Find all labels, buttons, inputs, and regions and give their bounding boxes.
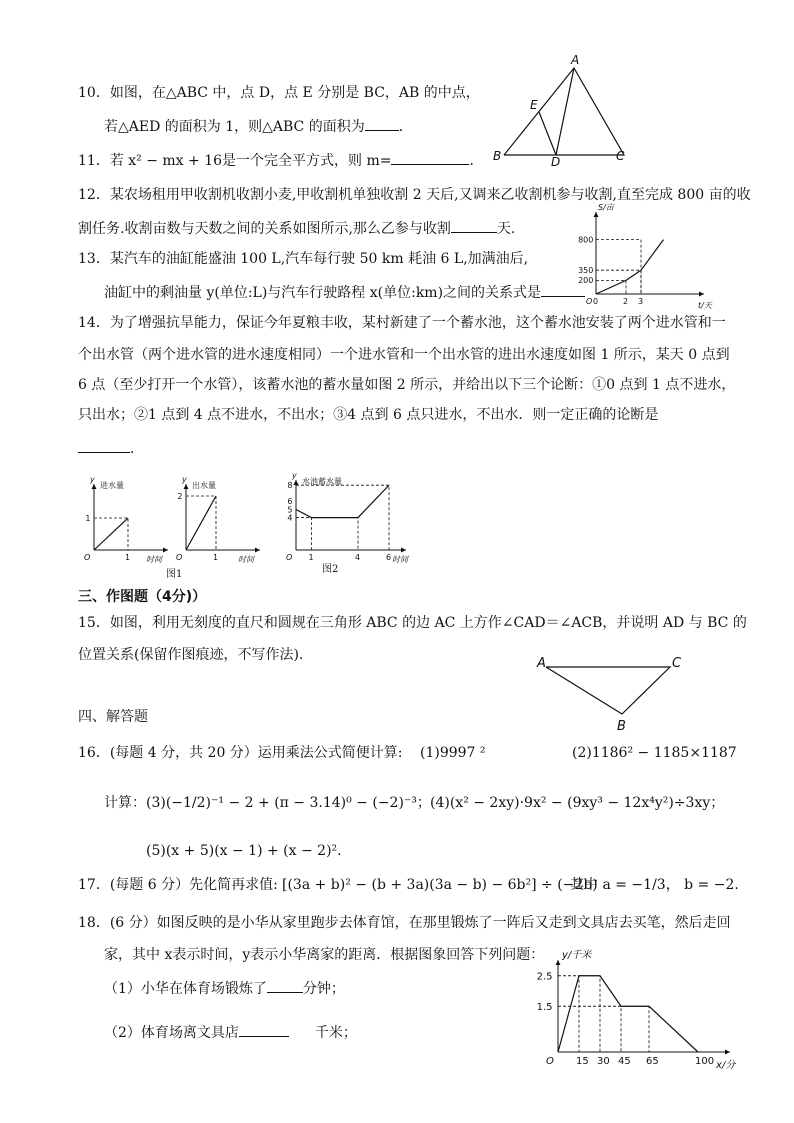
q14-answer-blank[interactable]: [78, 438, 130, 453]
y-tick-label: 2: [177, 491, 183, 501]
y-tick-label: 8: [287, 481, 293, 490]
q14-line5: [78, 438, 144, 458]
q18-chart: [536, 950, 738, 1071]
y-axis-label: y/千米: [562, 950, 592, 961]
q10-text: 若△AED 的面积为 1，则△ABC 的面积为: [104, 119, 365, 135]
x-tick-label: 15: [576, 1056, 589, 1067]
label-D: D: [551, 155, 561, 169]
x-axis-label: t/天: [698, 301, 712, 310]
q13-answer-blank[interactable]: [541, 282, 585, 297]
q14-end: ．: [130, 441, 144, 457]
q18-sub2-answer-blank[interactable]: [239, 1022, 289, 1037]
guide-line: [558, 1006, 621, 1052]
q14-fig1-inflow-chart: [78, 474, 173, 574]
x-tick-label: 45: [618, 1056, 631, 1067]
q11-end: ．: [469, 153, 484, 169]
x-axis-label: 时间: [238, 555, 254, 564]
x-tick-label: 1: [213, 553, 219, 562]
q14-fig1-outflow-chart: [170, 474, 265, 574]
q11-line: [78, 150, 483, 170]
label-C: C: [616, 149, 625, 163]
guide-line: [296, 518, 358, 550]
q12-end: 天.: [496, 221, 516, 237]
y-axis-arrow: [92, 484, 97, 489]
guide-line: [296, 518, 312, 550]
x-axis-label: x/分: [716, 1060, 736, 1071]
q12-text: 割任务.收割亩数与天数之间的关系如图所示,那么乙参与收割: [78, 221, 451, 237]
y-tick-label: 200: [578, 276, 594, 286]
q18-sub2: [104, 1022, 357, 1042]
q16-part5: (5)(x + 5)(x − 1) + (x − 2)².: [146, 843, 342, 859]
y-axis-label: y: [292, 471, 297, 480]
guide-line: [558, 1006, 649, 1052]
x-axis-arrow: [163, 548, 168, 553]
x-tick-label: 65: [646, 1056, 659, 1067]
y-tick-label: 4: [287, 513, 293, 523]
q10-line1: 10．如图，在△ABC 中，点 D，点 E 分别是 BC，AB 的中点，: [78, 85, 480, 101]
q13-text: 油缸中的剩油量 y(单位:L)与汽车行驶路程 x(单位:km)之间的关系式是: [104, 285, 542, 301]
q14-fig1-caption: 图1: [166, 569, 183, 580]
x-tick-label: 30: [597, 1056, 610, 1067]
q10-end: ．: [398, 119, 413, 135]
q14-line2: 个出水管（两个进水管的进水速度相同）一个进水管和一个出水管的进出水速度如图 1 所示，某天 0 点到: [78, 347, 730, 363]
y-axis-arrow: [294, 480, 299, 485]
q18-sub1-answer-blank[interactable]: [267, 978, 303, 993]
q13-line2: [104, 282, 585, 302]
y-tick-label: 5: [287, 505, 293, 515]
y-tick-label: 1: [85, 513, 91, 523]
x-tick-label: 4: [355, 553, 361, 562]
q11-text: 11．若 x² − mx + 16是一个完全平方式，则 m=: [78, 153, 392, 169]
origin-label: O: [586, 297, 593, 306]
x-tick-label: 1: [308, 553, 314, 562]
y-axis-arrow: [594, 212, 599, 217]
x-axis-arrow: [725, 1050, 730, 1055]
q18-sub1-end: 分钟；: [302, 981, 345, 997]
section3-title: 三、作图题（4分)）: [78, 589, 207, 605]
x-axis-arrow: [699, 292, 704, 297]
q15-line1: 15．如图，利用无刻度的直尺和圆规在三角形 ABC 的边 AC 上方作∠CAD＝∠ACB，并说明 AD 与 BC 的: [78, 615, 747, 631]
x-tick-label: 1: [125, 553, 131, 562]
q14-fig2-storage-chart: [282, 466, 412, 566]
q16-part3: (3)(−1/2)⁻¹ − 2 + (π − 3.14)⁰ − (−2)⁻³；: [146, 795, 431, 811]
q12-line2: [78, 218, 515, 238]
y-tick-label: 2.5: [536, 971, 553, 983]
q17-intro: 17．(每题 6 分）先化简再求值:: [78, 877, 278, 893]
q17-expression: [(3a + b)² − (b + 3a)(3a − b) − 6b²] ÷ (−2b): [282, 877, 598, 893]
section4-title: 四、解答题: [78, 709, 148, 725]
q12-chart: [578, 203, 712, 310]
series-line: [596, 240, 664, 294]
q10-answer-blank[interactable]: [365, 116, 399, 131]
y-tick-label: 350: [578, 266, 594, 275]
series-line: [186, 496, 216, 550]
q11-answer-blank[interactable]: [391, 150, 469, 165]
q13-line1: 13．某汽车的油缸能盛油 100 L,汽车每行驶 50 km 耗油 6 L,加满油后,: [78, 251, 529, 267]
x-tick-label: 6: [386, 553, 392, 562]
y-tick-label: 800: [578, 235, 594, 245]
x-tick-label: 0: [593, 297, 599, 306]
q18-sub1-text: （1）小华在体育场锻炼了: [104, 981, 267, 997]
y-tick-label: 6: [287, 497, 293, 507]
q15-line2: 位置关系(保留作图痕迹，不写作法).: [78, 647, 304, 663]
x-axis-arrow: [401, 548, 406, 553]
q17-condition: 其中 a = −1/3， b = −2.: [570, 877, 739, 893]
x-axis-label: 时间: [392, 555, 408, 564]
q18-line1: 18．(6 分）如图反映的是小华从家里跑步去体育馆，在那里锻炼了一阵后又走到文具店去买笔，然后走回: [78, 915, 731, 931]
label-A: A: [571, 53, 580, 67]
series-line: [296, 485, 389, 517]
q15-label-A: A: [537, 656, 546, 671]
q10-line2: [104, 116, 413, 136]
q18-line2: 家，其中 x表示时间，y表示小华离家的距离．根据图象回答下列问题：: [104, 947, 545, 963]
y-axis-arrow: [556, 960, 561, 965]
q14-line4: 只出水；②1 点到 4 点不进水，不出水；③4 点到 6 点只进水，不出水．则一定正确的论断是: [78, 407, 659, 423]
chart-title: 出水量: [192, 481, 216, 490]
chart-title: 进水量: [100, 481, 124, 490]
q15-label-C: C: [672, 656, 682, 671]
q16-part4: (4)(x² − 2xy)·9x² − (9xy³ − 12x⁴y²)÷3xy；: [430, 795, 725, 811]
y-axis-arrow: [184, 484, 189, 489]
q16-intro: 16．(每题 4 分，共 20 分）运用乘法公式简便计算:: [78, 745, 403, 761]
x-tick-label: 2: [623, 297, 629, 306]
y-axis-label: S/亩: [598, 203, 614, 212]
y-axis-label: y: [90, 475, 95, 484]
x-tick-label: 3: [638, 297, 644, 306]
q18-sub1: [104, 978, 345, 998]
q16-part2: (2)1186² − 1185×1187: [572, 745, 737, 761]
origin-label: O: [546, 1056, 554, 1067]
q14-line3: 6 点（至少打开一个水管），该蓄水池的蓄水量如图 2 所示，并给出以下三个论断：①0 点到 1 点不进水，: [78, 377, 736, 393]
y-axis-label: y: [182, 475, 187, 484]
x-axis-arrow: [255, 548, 260, 553]
q14-fig2-caption: 图2: [322, 564, 339, 575]
y-tick-label: 1.5: [536, 1001, 553, 1013]
q12-line1: 12．某农场租用甲收割机收割小麦,甲收割机单独收割 2 天后,又调来乙收割机参与收割,直至完成 800 亩的收: [78, 187, 751, 203]
q12-answer-blank[interactable]: [451, 218, 497, 233]
origin-label: O: [84, 553, 91, 562]
chart-title: 水池蓄水量: [302, 477, 342, 486]
q16-calc-label: 计算：: [104, 795, 146, 811]
q18-sub2-text: （2）体育场离文具店: [104, 1025, 239, 1041]
q14-line1: 14．为了增强抗旱能力，保证今年夏粮丰收，某村新建了一个蓄水池，这个蓄水池安装了两个进水管和一: [78, 315, 726, 331]
series-line: [94, 518, 128, 550]
q16-part1: (1)9997 ²: [420, 745, 486, 761]
x-axis-label: 时间: [146, 555, 162, 564]
origin-label: O: [176, 553, 183, 562]
label-B: B: [493, 149, 502, 163]
label-E: E: [530, 98, 538, 112]
q15-label-B: B: [617, 719, 626, 734]
q18-sub2-end: 千米；: [314, 1025, 357, 1041]
origin-label: O: [286, 553, 293, 562]
x-tick-label: 100: [695, 1056, 715, 1067]
guide-line: [596, 240, 641, 294]
